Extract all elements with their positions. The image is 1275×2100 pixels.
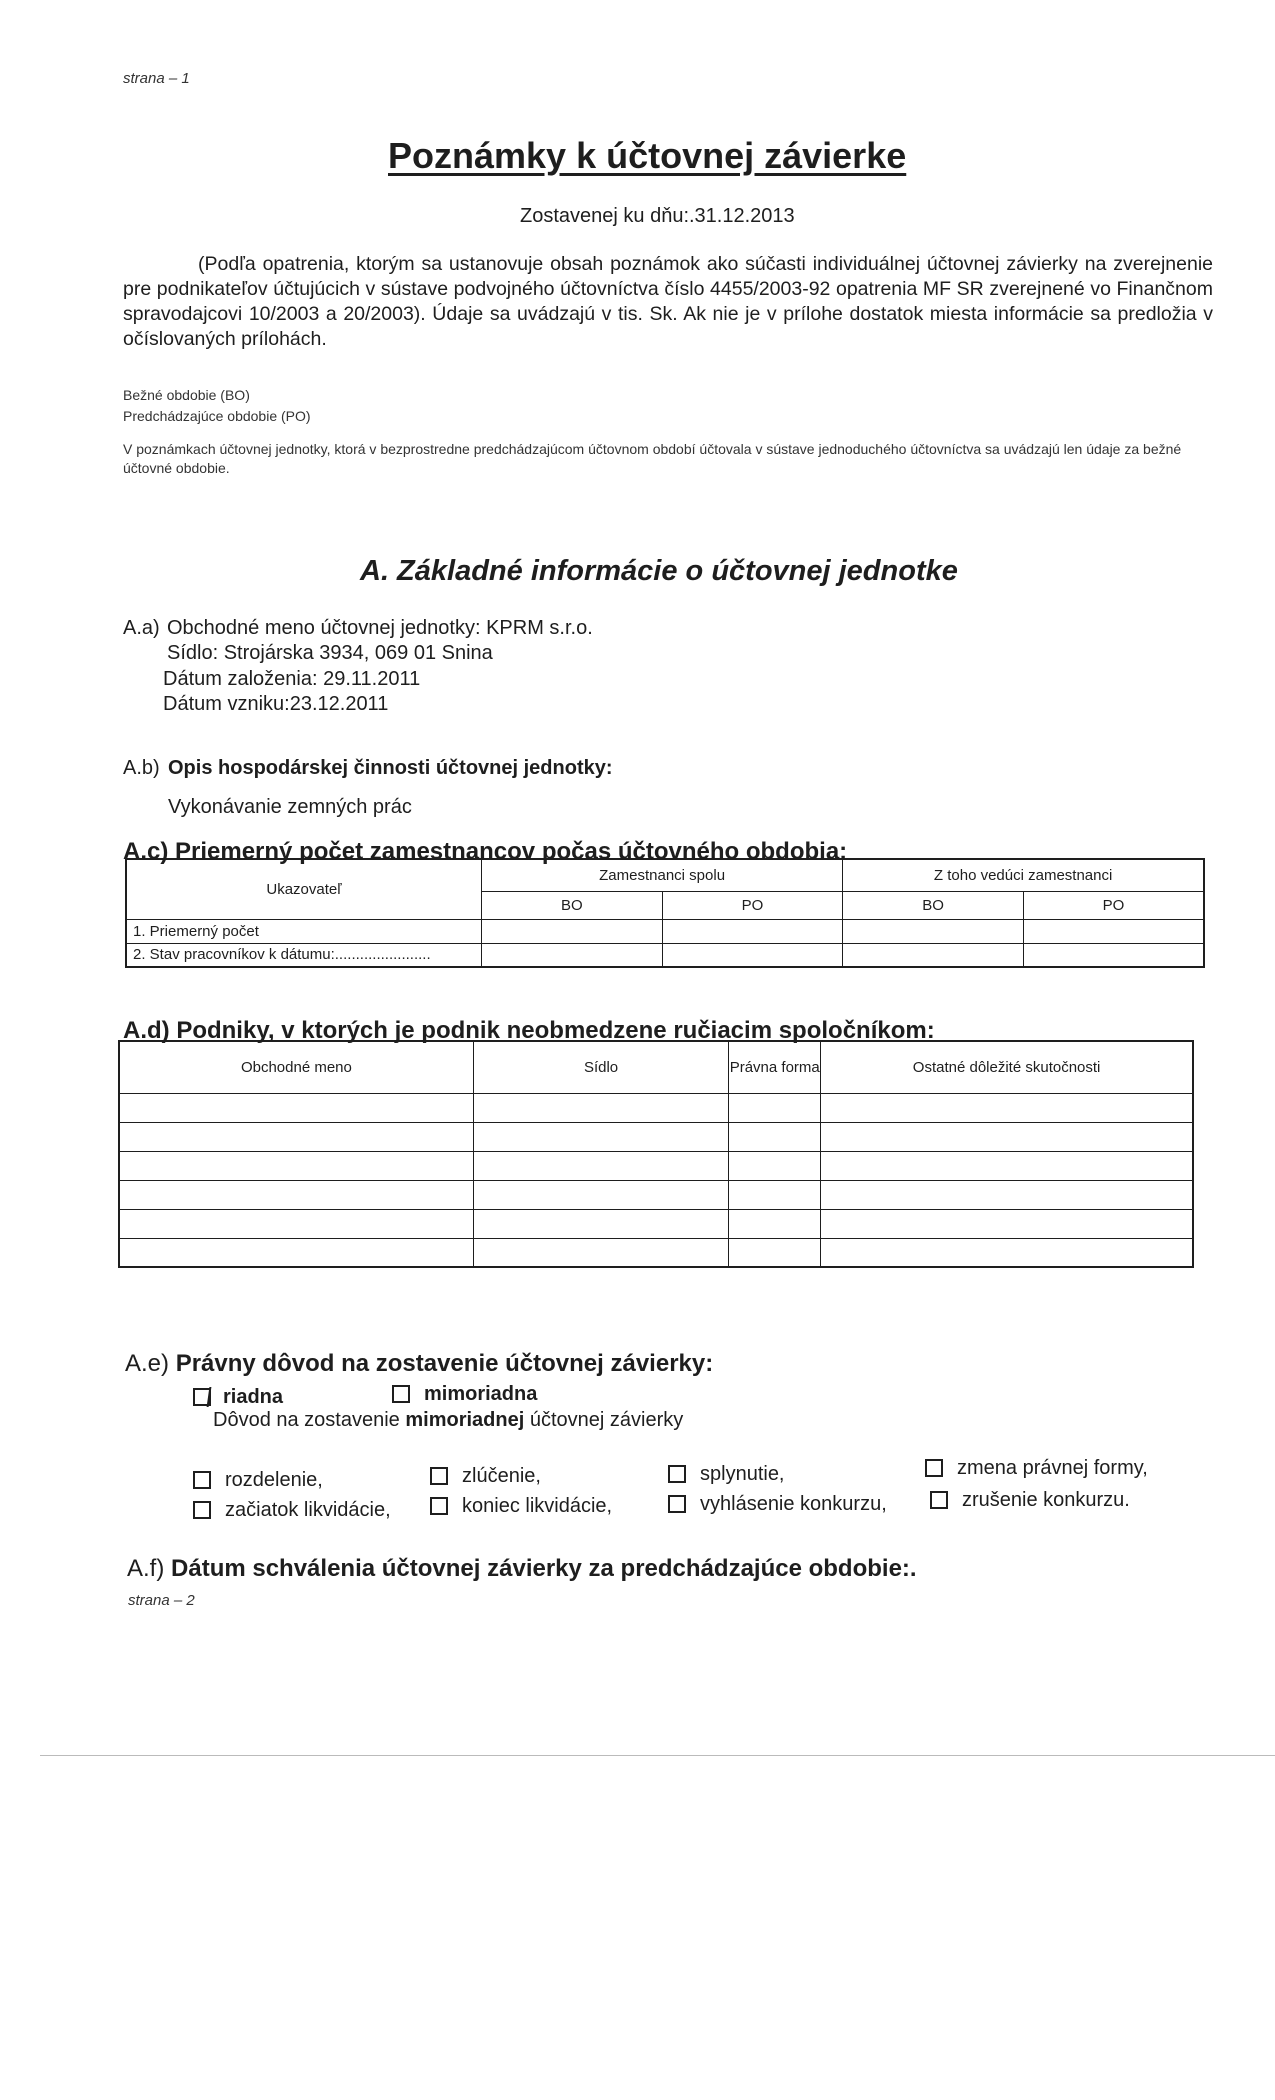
cell	[662, 943, 843, 967]
reason-liquidation-end[interactable]	[430, 1494, 612, 1518]
reason-label: zrušenie konkurzu.	[962, 1489, 1130, 1511]
col-other-facts: Ostatné dôležité skutočnosti	[821, 1041, 1193, 1093]
option-regular-label: riadna	[223, 1386, 284, 1408]
sub-bo: BO	[481, 891, 662, 919]
ab-prefix: A.b)	[123, 757, 160, 779]
table-row	[119, 1093, 1193, 1122]
af-title: Dátum schválenia účtovnej závierky za predchádzajúce obdobie:.	[171, 1555, 917, 1582]
cell	[1023, 919, 1204, 943]
reason-label: zmena právnej formy,	[957, 1457, 1148, 1479]
ae-heading	[125, 1350, 713, 1378]
cell	[481, 919, 662, 943]
reason-bold: mimoriadnej	[405, 1409, 525, 1431]
document-date: Zostavenej ku dňu:.31.12.2013	[520, 205, 795, 227]
ab-title: Opis hospodárskej činnosti účtovnej jednotky:	[168, 757, 613, 779]
checkbox-icon[interactable]	[430, 1497, 448, 1515]
checkbox-icon[interactable]	[668, 1465, 686, 1483]
cell	[481, 943, 662, 967]
founding-date: Dátum založenia: 29.11.2011	[163, 668, 421, 690]
checkbox-icon[interactable]	[925, 1459, 943, 1477]
sub-bo: BO	[843, 891, 1024, 919]
option-extraordinary[interactable]	[392, 1382, 537, 1406]
sub-po: PO	[662, 891, 843, 919]
employees-table	[125, 858, 1205, 968]
ac-title-text: A.c) Priemerný počet zamestnancov počas účtovného obdobia:	[123, 838, 848, 865]
reason-liquidation-start[interactable]	[193, 1498, 391, 1522]
ae-prefix: A.e)	[125, 1350, 170, 1377]
table-row	[119, 1209, 1193, 1238]
row-label: 2. Stav pracovníkov k dátumu:.......................	[126, 943, 481, 967]
section-a-title: A. Základné informácie o účtovnej jednotke	[360, 555, 958, 587]
checkbox-checked-icon[interactable]	[193, 1388, 211, 1406]
cell	[843, 943, 1024, 967]
legend-po: Predchádzajúce obdobie (PO)	[123, 408, 311, 424]
option-extraordinary-label: mimoriadna	[424, 1383, 538, 1405]
row-label: 1. Priemerný počet	[126, 919, 481, 943]
reason-label: zlúčenie,	[462, 1465, 541, 1487]
page-label: strana – 2	[128, 1592, 195, 1609]
ad-title-text: A.d) Podniky, v ktorých je podnik neobmedzene ručiacim spoločníkom:	[123, 1017, 935, 1044]
reason-legal-form-change[interactable]	[925, 1456, 1148, 1480]
checkbox-icon[interactable]	[193, 1471, 211, 1489]
cell	[843, 919, 1024, 943]
reason-suffix: účtovnej závierky	[529, 1409, 684, 1431]
option-regular[interactable]	[193, 1385, 283, 1409]
ae-title: Právny dôvod na zostavenie účtovnej závierky:	[175, 1350, 714, 1377]
table-row	[126, 943, 1204, 967]
table-row	[126, 919, 1204, 943]
checkbox-icon[interactable]	[392, 1385, 410, 1403]
table-row	[119, 1238, 1193, 1267]
col-managers: Z toho vedúci zamestnanci	[843, 859, 1204, 891]
document-title: Poznámky k účtovnej závierke	[388, 135, 907, 176]
reason-label: koniec likvidácie,	[462, 1495, 613, 1517]
reason-prefix: Dôvod na zostavenie	[213, 1409, 400, 1431]
cell	[662, 919, 843, 943]
col-indicator: Ukazovateľ	[126, 859, 481, 919]
reason-line	[213, 1408, 683, 1433]
intro-paragraph: (Podľa opatrenia, ktorým sa ustanovuje obsah poznámok ako súčasti individuálnej účtovnej závierky na zverejnenie pre podnikateľov účtujúcich v sústave podvojného účtovníctva číslo 4455/2003-92 opatrenia MF SR zverejnené vo Finančnom spravodajcovi 10/2003 a 20/2003). Údaje sa uvádzajú v tis. Sk. Ak nie je v prílohe dostatok miesta informácie sa predložia v očíslovaných prílohách.	[123, 253, 1213, 350]
af-heading	[127, 1555, 917, 1583]
legend-bo: Bežné obdobie (BO)	[123, 387, 250, 403]
page-divider	[40, 1755, 1275, 1756]
checkbox-icon[interactable]	[930, 1491, 948, 1509]
checkbox-icon[interactable]	[668, 1495, 686, 1513]
table-row	[119, 1180, 1193, 1209]
origin-date: Dátum vzniku:23.12.2011	[163, 693, 389, 715]
table-row	[119, 1151, 1193, 1180]
reason-bankruptcy-declared[interactable]	[668, 1492, 887, 1516]
reason-amalgamation[interactable]	[668, 1462, 785, 1486]
reason-label: splynutie,	[700, 1463, 785, 1485]
col-company-name: Obchodné meno	[119, 1041, 473, 1093]
reason-label: začiatok likvidácie,	[225, 1499, 391, 1521]
reason-split[interactable]	[193, 1468, 323, 1492]
business-activity: Vykonávanie zemných prác	[168, 796, 412, 818]
af-prefix: A.f)	[127, 1555, 165, 1582]
col-seat: Sídlo	[473, 1041, 728, 1093]
partners-table	[118, 1040, 1194, 1268]
reason-label: vyhlásenie konkurzu,	[700, 1493, 887, 1515]
cell	[1023, 943, 1204, 967]
reason-bankruptcy-cancelled[interactable]	[930, 1488, 1130, 1512]
company-seat: Sídlo: Strojárska 3934, 069 01 Snina	[167, 642, 493, 664]
checkbox-icon[interactable]	[193, 1501, 211, 1519]
reason-label: rozdelenie,	[225, 1469, 323, 1491]
page-label: strana – 1	[123, 70, 190, 87]
note-paragraph: V poznámkach účtovnej jednotky, ktorá v bezprostredne predchádzajúcom účtovnom období účtovala v sústave jednoduchého účtovníctva sa uvádzajú len údaje za bežné účtovné obdobie.	[123, 441, 1182, 476]
checkbox-icon[interactable]	[430, 1467, 448, 1485]
col-employees-total: Zamestnanci spolu	[481, 859, 842, 891]
col-legal-form: Právna forma	[729, 1041, 821, 1093]
reason-merger[interactable]	[430, 1464, 541, 1488]
sub-po: PO	[1023, 891, 1204, 919]
table-row	[119, 1122, 1193, 1151]
company-name: Obchodné meno účtovnej jednotky: KPRM s.r.o.	[167, 617, 593, 639]
aa-prefix: A.a)	[123, 617, 160, 639]
